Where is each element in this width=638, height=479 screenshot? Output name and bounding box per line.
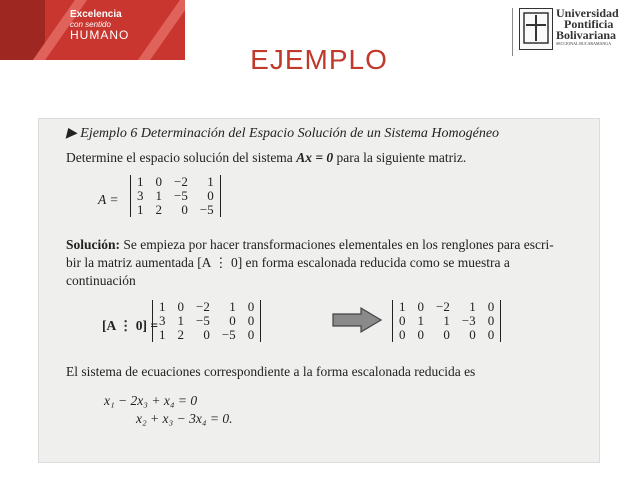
matrix-cell: 1 (417, 313, 424, 328)
matrix-cell: 2 (155, 202, 162, 217)
solution-line-2: bir la matriz aumentada [A ⋮ 0] en forma escalonada reducida como se muestra a (66, 255, 510, 270)
equation-2: x₂ + x₃ − 3x₄ = 0. (136, 411, 233, 426)
matrix-row (393, 328, 500, 342)
matrix-row (393, 300, 500, 314)
matrix-cell: 0 (203, 327, 210, 342)
matrix-cell: 0 (399, 327, 406, 342)
matrix-cell: −5 (199, 202, 214, 217)
matrix-cell: 0 (247, 327, 255, 342)
matrix-cell: 1 (159, 327, 166, 342)
matrix-cell: 0 (487, 299, 495, 314)
matrix-row (153, 300, 260, 314)
matrix-cell: 0 (417, 327, 424, 342)
matrix-a-label: A = (98, 192, 119, 207)
matrix-row (131, 175, 220, 189)
matrix-cell: 0 (487, 327, 495, 342)
augmented-matrix-label: [A ⋮ 0] = (102, 318, 159, 333)
matrix-cell: −2 (436, 299, 450, 314)
matrix-a (130, 175, 221, 217)
matrix-cell: 1 (155, 188, 162, 203)
matrix-cell: 1 (137, 174, 144, 189)
system-intro: El sistema de ecuaciones correspondiente a la forma escalonada reducida es (66, 364, 476, 379)
equation-1: x₁ − 2x₃ + x₄ = 0 (104, 393, 198, 408)
matrix-row (393, 314, 500, 328)
matrix-cell: −5 (174, 188, 188, 203)
rref-matrix (392, 300, 501, 342)
matrix-cell: −5 (196, 313, 210, 328)
matrix-row (131, 203, 220, 217)
matrix-cell: 1 (159, 299, 166, 314)
slide-title: EJEMPLO (250, 44, 388, 75)
augmented-matrix (152, 300, 261, 342)
matrix-cell: 1 (399, 299, 406, 314)
heading-marker-icon: ▶ (66, 126, 77, 141)
matrix-cell: 0 (487, 313, 495, 328)
matrix-cell: 0 (469, 327, 476, 342)
solution-line-1: Solución: Se empieza por hacer transformaciones elementales en los renglones para escri- (66, 237, 554, 252)
matrix-cell: 3 (137, 188, 144, 203)
matrix-cell: 1 (137, 202, 144, 217)
matrix-cell: 1 (443, 313, 450, 328)
university-name: Universidad Pontificia Bolivariana SECCIONAL BUCARAMANGA (556, 6, 619, 46)
matrix-cell: 0 (181, 202, 188, 217)
matrix-cell: 1 (177, 313, 184, 328)
right-arrow-icon (331, 306, 383, 334)
matrix-cell: 0 (177, 299, 184, 314)
matrix-row (153, 328, 260, 342)
matrix-cell: 2 (177, 327, 184, 342)
matrix-cell: 0 (443, 327, 450, 342)
matrix-cell: −5 (221, 327, 236, 342)
example-heading: ▶ Ejemplo 6 Determinación del Espacio Solución de un Sistema Homogéneo (66, 126, 500, 141)
matrix-cell: 3 (159, 313, 166, 328)
matrix-cell: 0 (399, 313, 406, 328)
matrix-cell: −2 (174, 174, 188, 189)
matrix-cell: −2 (196, 299, 210, 314)
problem-statement: Determine el espacio solución del sistema Ax = 0 para la siguiente matriz. (66, 150, 467, 165)
brand-logo: Excelencia con sentido HUMANO (70, 9, 130, 42)
scanned-page (38, 118, 600, 463)
matrix-row (131, 189, 220, 203)
matrix-cell: 0 (417, 299, 424, 314)
matrix-cell: 0 (247, 313, 255, 328)
matrix-cell: 1 (469, 299, 476, 314)
matrix-cell: 0 (229, 313, 236, 328)
matrix-cell: 0 (247, 299, 255, 314)
matrix-cell: 1 (207, 174, 214, 189)
matrix-row (153, 314, 260, 328)
solution-line-3: continuación (66, 273, 136, 288)
matrix-cell: 0 (207, 188, 214, 203)
matrix-cell: 1 (229, 299, 236, 314)
matrix-cell: −3 (461, 313, 476, 328)
matrix-cell: 0 (155, 174, 162, 189)
